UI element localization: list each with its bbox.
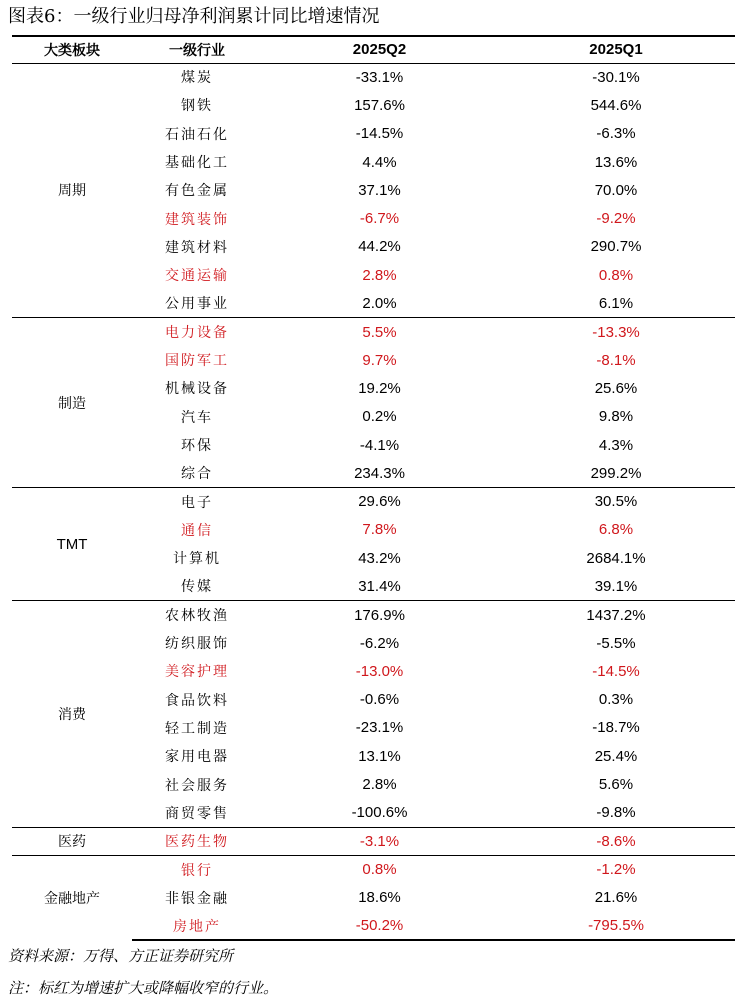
sector-cell: 金融地产 [12, 855, 132, 940]
q2-value-cell: 19.2% [358, 379, 401, 397]
sector-cell: TMT [12, 487, 132, 600]
industry-cell: 食品饮料 [165, 692, 229, 709]
q2-value-cell: 7.8% [362, 521, 397, 539]
q2-value-cell: -4.1% [359, 436, 400, 454]
industry-cell: 社会服务 [165, 777, 229, 794]
industry-cell: 通信 [181, 522, 213, 539]
q1-value-cell: 5.6% [598, 776, 634, 794]
q2-value-cell: -0.6% [359, 691, 400, 709]
q1-value-cell: 0.8% [598, 266, 634, 284]
q1-value-cell: -5.5% [596, 634, 636, 652]
table-row [12, 487, 735, 515]
industry-cell: 交通运输 [165, 268, 229, 285]
growth-table [12, 35, 735, 941]
q2-value-cell: 18.6% [358, 889, 401, 907]
sector-cell: 医药 [12, 827, 132, 855]
q2-value-cell: 234.3% [354, 464, 405, 482]
q1-value-cell: 25.6% [594, 379, 638, 397]
q1-value-cell: -6.3% [596, 125, 636, 143]
q1-value-cell: 1437.2% [497, 601, 735, 629]
table-body [12, 63, 735, 940]
header-sector: 大类板块 [12, 36, 132, 63]
q1-value-cell: 9.8% [598, 408, 634, 426]
industry-cell: 非银金融 [165, 890, 229, 907]
industry-cell: 美容护理 [165, 664, 229, 681]
industry-cell: 综合 [181, 466, 213, 483]
q1-value-cell: 21.6% [594, 889, 638, 907]
figure-title: 图表6：一级行业归母净利润累计同比增速情况 [8, 6, 380, 27]
industry-cell: 房地产 [132, 912, 262, 940]
industry-cell: 纺织服饰 [165, 636, 229, 653]
industry-cell: 国防军工 [165, 353, 229, 370]
q2-value-cell: -100.6% [351, 804, 408, 822]
q1-value-cell: 544.6% [590, 96, 642, 114]
q1-value-cell: -8.1% [596, 351, 636, 369]
q2-value-cell: 2.8% [362, 266, 397, 284]
q2-value-cell: 5.5% [262, 318, 497, 346]
header-industry: 一级行业 [132, 36, 262, 63]
q2-value-cell: -33.1% [262, 63, 497, 91]
table-row [12, 827, 735, 855]
q1-value-cell: -13.3% [497, 318, 735, 346]
header-2025q2: 2025Q2 [262, 36, 497, 63]
industry-cell: 农林牧渔 [132, 601, 262, 629]
industry-cell: 家用电器 [165, 749, 229, 766]
q2-value-cell: -14.5% [355, 125, 404, 143]
q1-value-cell: -14.5% [592, 662, 640, 680]
sector-cell: 制造 [12, 318, 132, 488]
industry-cell: 建筑材料 [165, 239, 229, 256]
industry-cell: 传媒 [181, 579, 213, 596]
industry-cell: 石油石化 [165, 126, 229, 143]
industry-cell: 环保 [181, 438, 213, 454]
table-row [12, 855, 735, 883]
industry-cell: 医药生物 [132, 827, 262, 855]
q1-value-cell: 6.8% [598, 521, 634, 539]
industry-cell: 电子 [132, 487, 262, 515]
q1-value-cell: -9.2% [596, 210, 636, 228]
industry-cell: 基础化工 [165, 155, 229, 172]
q2-value-cell: 31.4% [358, 577, 401, 595]
q1-value-cell: 290.7% [590, 238, 642, 256]
q1-value-cell: 39.1% [594, 577, 638, 595]
q2-value-cell: 157.6% [354, 96, 405, 114]
industry-cell: 建筑装饰 [165, 211, 229, 228]
industry-cell: 煤炭 [132, 63, 262, 91]
q2-value-cell: 0.2% [362, 408, 397, 426]
q2-value-cell: -23.1% [355, 719, 404, 737]
industry-cell: 有色金属 [165, 183, 229, 200]
q1-value-cell: 2684.1% [586, 549, 646, 567]
q2-value-cell: 29.6% [262, 487, 497, 515]
industry-cell: 银行 [132, 855, 262, 883]
q2-value-cell: 0.8% [262, 855, 497, 883]
q1-value-cell: 6.1% [598, 294, 634, 312]
q1-value-cell: 4.3% [598, 436, 634, 454]
sector-cell: 消费 [12, 601, 132, 827]
industry-cell: 钢铁 [181, 98, 213, 115]
q2-value-cell: 13.1% [358, 747, 401, 765]
table-row [12, 318, 735, 346]
table-row [12, 601, 735, 629]
industry-cell: 电力设备 [132, 318, 262, 346]
q2-value-cell: -50.2% [262, 912, 497, 940]
q1-value-cell: -9.8% [596, 804, 636, 822]
table-row [12, 63, 735, 91]
q2-value-cell: 43.2% [358, 549, 401, 567]
q2-value-cell: -3.1% [262, 827, 497, 855]
q1-value-cell: -795.5% [497, 912, 735, 940]
q1-value-cell: -18.7% [592, 719, 640, 737]
q2-value-cell: -13.0% [355, 662, 404, 680]
industry-cell: 计算机 [173, 551, 221, 568]
industry-cell: 公用事业 [165, 296, 229, 313]
q2-value-cell: 4.4% [362, 153, 397, 171]
q1-value-cell: 25.4% [594, 747, 638, 765]
footnote: 注：标红为增速扩大或降幅收窄的行业。 [8, 979, 279, 997]
q2-value-cell: -6.2% [359, 634, 400, 652]
source-note: 资料来源：万得、方正证券研究所 [8, 947, 234, 965]
sector-cell: 周期 [12, 63, 132, 318]
industry-cell: 商贸零售 [165, 805, 229, 822]
q1-value-cell: -8.6% [497, 827, 735, 855]
industry-cell: 汽车 [181, 409, 213, 426]
industry-cell: 机械设备 [165, 381, 229, 398]
q2-value-cell: 176.9% [262, 601, 497, 629]
q2-value-cell: -6.7% [359, 210, 400, 228]
q2-value-cell: 37.1% [358, 181, 401, 199]
industry-cell: 轻工制造 [165, 720, 229, 737]
q2-value-cell: 2.0% [362, 294, 397, 312]
q1-value-cell: -1.2% [497, 855, 735, 883]
header-2025q1: 2025Q1 [497, 36, 735, 63]
q1-value-cell: 0.3% [598, 691, 634, 709]
q1-value-cell: 70.0% [594, 181, 638, 199]
q1-value-cell: -30.1% [497, 63, 735, 91]
q2-value-cell: 44.2% [358, 238, 401, 256]
q1-value-cell: 30.5% [497, 487, 735, 515]
q1-value-cell: 13.6% [594, 153, 638, 171]
q1-value-cell: 299.2% [590, 464, 642, 482]
q2-value-cell: 2.8% [362, 776, 397, 794]
header-row [12, 36, 735, 63]
q2-value-cell: 9.7% [362, 351, 397, 369]
